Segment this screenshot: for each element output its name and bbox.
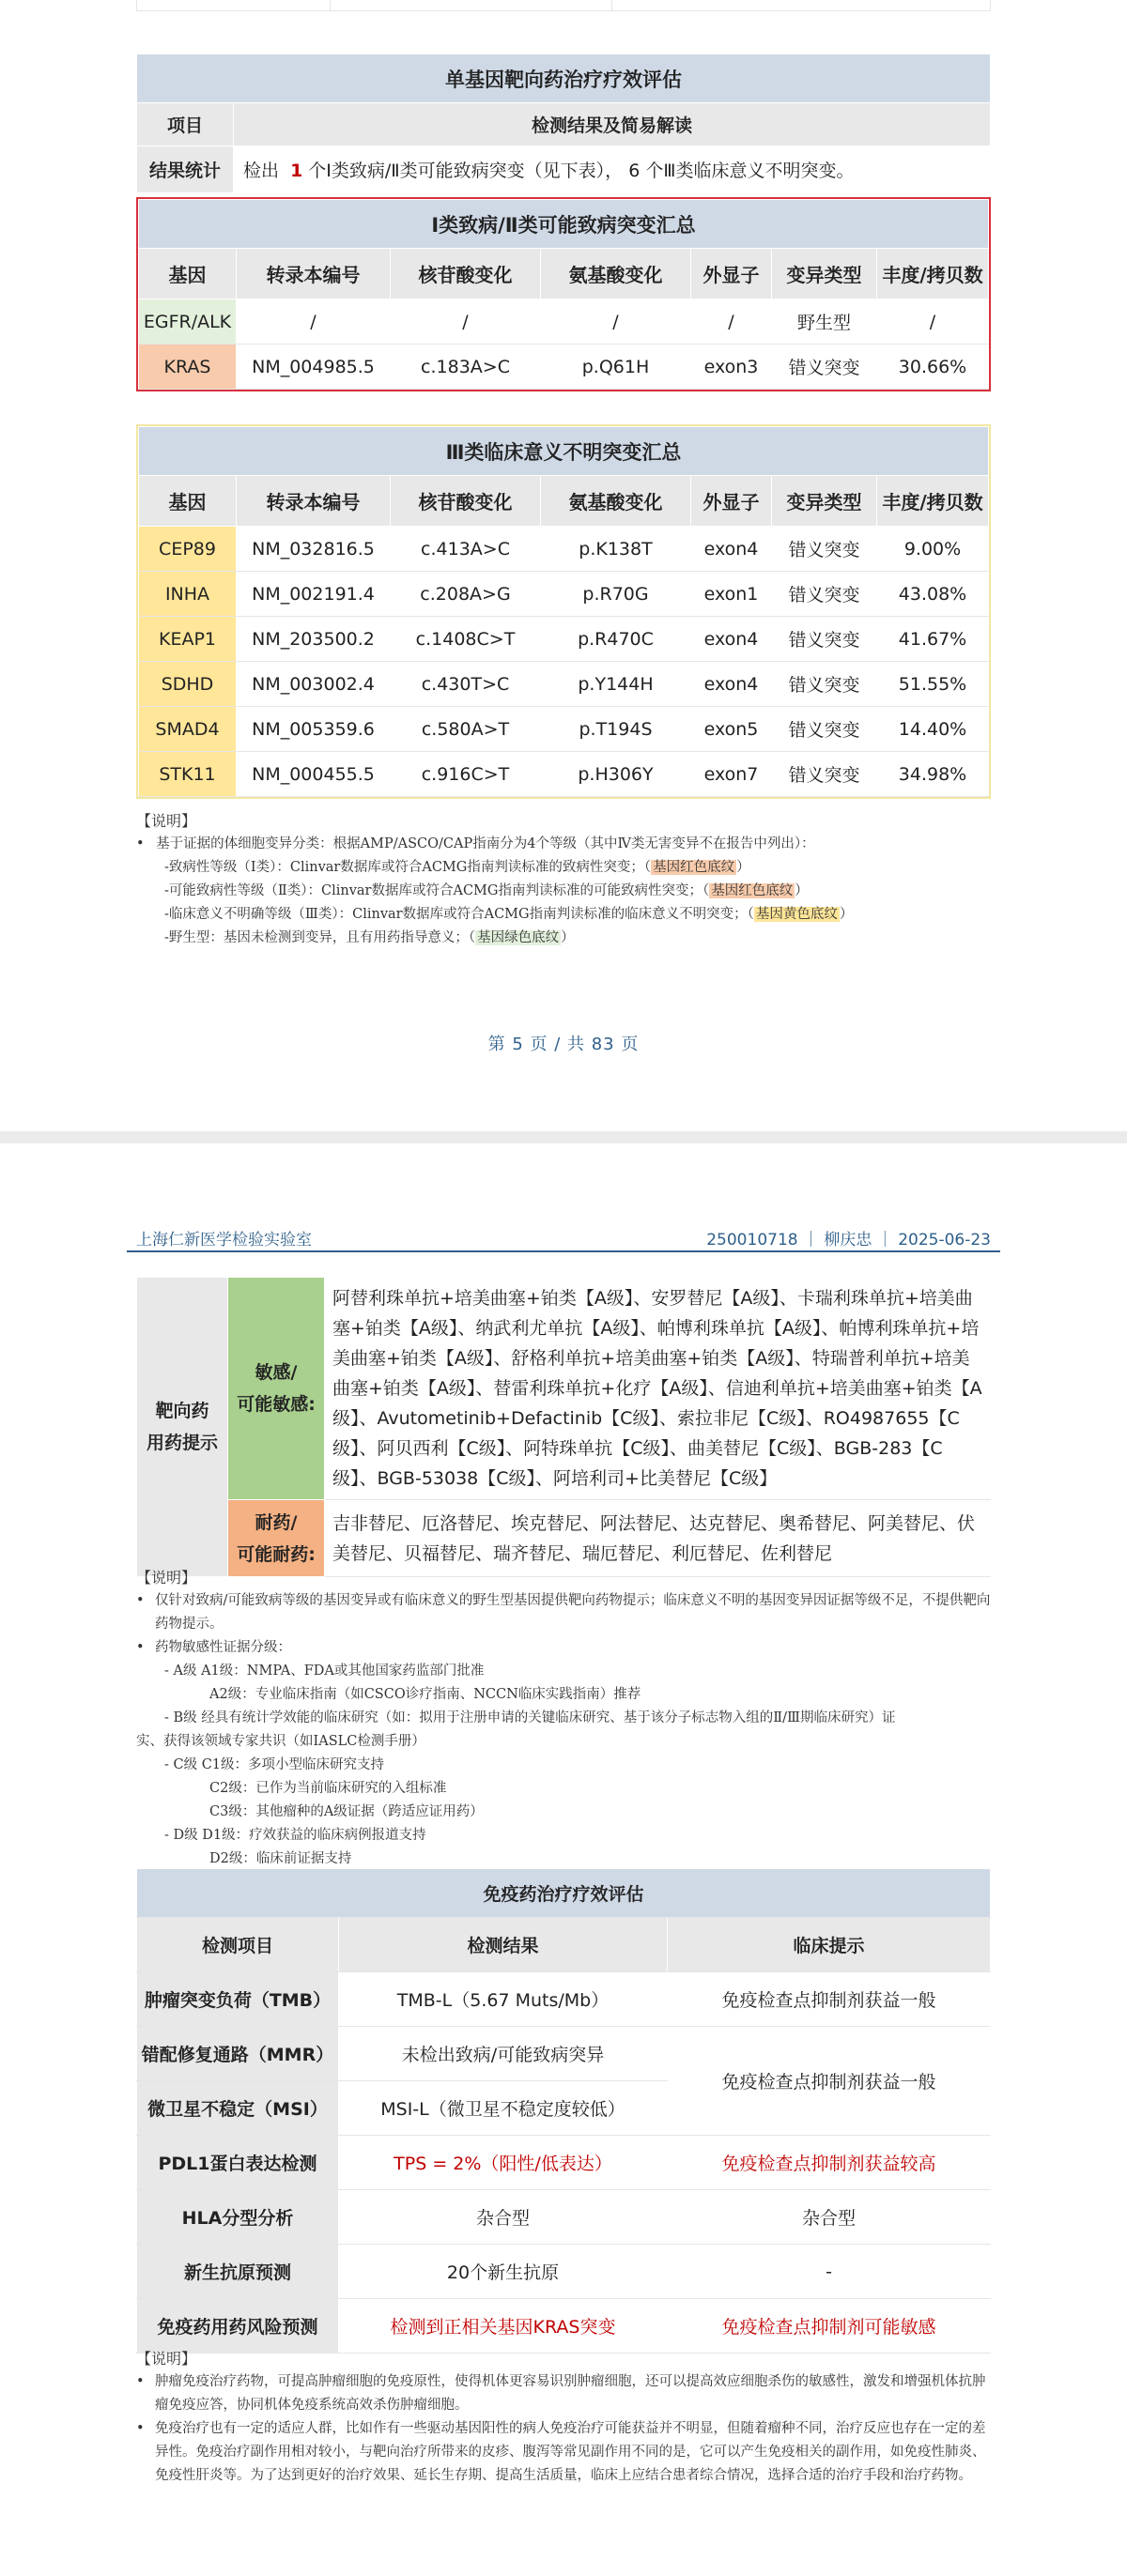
aminoacid-cell: p.T194S xyxy=(541,707,691,752)
exon-cell: exon5 xyxy=(691,707,772,752)
table-row xyxy=(137,2136,991,2190)
nucleotide-cell: c.430T>C xyxy=(391,662,541,707)
note-bullet: • 药物敏感性证据分级： xyxy=(136,1640,291,1655)
legend-yellow-tag: 基因黄色底纹 xyxy=(755,907,838,922)
note-heading: 【说明】 xyxy=(136,812,197,830)
aminoacid-cell: p.K138T xyxy=(541,527,691,572)
transcript-cell: NM_000455.5 xyxy=(237,752,391,797)
note-bullet: • 仅针对致病/可能致病等级的基因变异或有临床意义的野生型基因提供靶向药物提示；临床意义不明的基因变异因证据等级不足，不提供靶向药物提示。 xyxy=(136,1593,991,1632)
col-result: 检测结果 xyxy=(339,1918,668,1972)
col-type: 变异类型 xyxy=(772,249,877,299)
exon-cell: exon3 xyxy=(691,345,772,390)
nucleotide-cell: c.916C>T xyxy=(391,752,541,797)
nucleotide-cell: c.1408C>T xyxy=(391,617,541,662)
transcript-cell: NM_003002.4 xyxy=(237,662,391,707)
note-line-class2 xyxy=(136,880,991,903)
nucleotide-cell: c.183A>C xyxy=(391,345,541,390)
note-bullet-text: 仅针对致病/可能致病等级的基因变异或有临床意义的野生型基因提供靶向药物提示；临床意义不明的基因变异因证据等级不足，不提供靶向药物提示。 xyxy=(155,1593,991,1632)
evidence-d2: D2级：临床前证据支持 xyxy=(209,1851,352,1866)
evidence-b-cont: 实、获得该领域专家共识（如IASLC检测手册） xyxy=(136,1734,425,1749)
msi-label: 微卫星不稳定（MSI） xyxy=(137,2081,339,2136)
note-bullet-text: 肿瘤免疫治疗药物，可提高肿瘤细胞的免疫原性，使得机体更容易识别肿瘤细胞，还可以提高效应细胞杀伤的敏感性，激发和增强机体抗肿瘤免疫应答，协同机体免疫系统高效杀伤肿瘤细胞。 xyxy=(155,2374,986,2413)
col-abundance: 丰度/拷贝数 xyxy=(877,476,989,527)
resistant-drugs: 吉非替尼、厄洛替尼、埃克替尼、阿法替尼、达克替尼、奥希替尼、阿美替尼、伏美替尼、贝福替尼、瑞齐替尼、瑞厄替尼、利厄替尼、佐利替尼 xyxy=(325,1500,991,1577)
table-row xyxy=(139,299,989,345)
stat-count-class3: 6 xyxy=(628,161,641,181)
gene-cell: STK11 xyxy=(139,752,237,797)
gene-cell: SDHD xyxy=(139,662,237,707)
gene-cell: SMAD4 xyxy=(139,707,237,752)
note-text: -可能致病性等级（Ⅱ类）：Clinvar数据库或符合ACMG指南判读标准的可能致病性突变； xyxy=(164,883,702,898)
col-exon: 外显子 xyxy=(691,249,772,299)
drug-hint-section xyxy=(136,1277,991,1577)
exon-cell: exon1 xyxy=(691,572,772,617)
col-aminoacid: 氨基酸变化 xyxy=(541,249,691,299)
page-header xyxy=(127,1224,1000,1252)
neoantigen-hint: - xyxy=(668,2245,991,2299)
note-bullet: • 基于证据的体细胞变异分类：根据AMP/ASCO/CAP指南分为4个等级（其中Ⅳ类无害变异不在报告中列出）： xyxy=(136,836,815,851)
paren: （ xyxy=(468,930,476,945)
type-cell: 错义突变 xyxy=(772,662,877,707)
paren: （ xyxy=(702,883,710,898)
hla-label: HLA分型分析 xyxy=(137,2190,339,2245)
type-cell: 错义突变 xyxy=(772,345,877,390)
previous-table-remnant xyxy=(136,0,991,11)
exon-cell: exon4 xyxy=(691,617,772,662)
abundance-cell: / xyxy=(877,299,989,345)
table-row xyxy=(137,1972,991,2027)
gene-cell: KEAP1 xyxy=(139,617,237,662)
abundance-cell: 9.00% xyxy=(877,527,989,572)
col-transcript: 转录本编号 xyxy=(237,249,391,299)
col-nucleotide: 核苷酸变化 xyxy=(391,476,541,527)
type-cell: 错义突变 xyxy=(772,752,877,797)
table-row xyxy=(139,345,989,390)
pdl1-label: PDL1蛋白表达检测 xyxy=(137,2136,339,2190)
aminoacid-cell: p.R470C xyxy=(541,617,691,662)
evidence-c2: C2级：已作为当前临床研究的入组标准 xyxy=(209,1781,447,1796)
paren: ） xyxy=(839,907,854,922)
sensitive-drugs: 阿替利珠单抗+培美曲塞+铂类【A级】、安罗替尼【A级】、卡瑞利珠单抗+培美曲塞+铂类【A级】、纳武利尤单抗【A级】、帕博利珠单抗【A级】、帕博利珠单抗+培美曲塞+铂类【A级】、舒格利单抗+培美曲塞+铂类【A级】、特瑞普利单抗+培美曲塞+铂类【A级】、替雷利珠单抗+化疗【A级】、信迪利单抗+培美曲塞+铂类【A级】、Avutometinib+Defactinib【C级】、索拉非尼【C级】、RO4987655【C级】、阿贝西利【C级】、阿特珠单抗【C级】、曲美替尼【C级】、BGB-283【C级】、BGB-53038【C级】、阿培利司+比美替尼【C级】 xyxy=(325,1278,991,1500)
pdl1-result: TPS = 2%（阳性/低表达） xyxy=(339,2136,668,2190)
note-line-class1 xyxy=(136,856,991,880)
evidence-d1: - D级 D1级：疗效获益的临床病例报道支持 xyxy=(164,1828,426,1843)
page-separator xyxy=(0,1131,1127,1143)
abundance-cell: 14.40% xyxy=(877,707,989,752)
mmr-msi-hint: 免疫检查点抑制剂获益一般 xyxy=(668,2027,991,2136)
risk-hint: 免疫检查点抑制剂可能敏感 xyxy=(668,2299,991,2354)
col-aminoacid: 氨基酸变化 xyxy=(541,476,691,527)
note-bullet-text: 药物敏感性证据分级： xyxy=(155,1640,291,1655)
transcript-cell: NM_203500.2 xyxy=(237,617,391,662)
type-cell: 错义突变 xyxy=(772,572,877,617)
sens-line2: 可能敏感: xyxy=(237,1394,316,1415)
drug-label-line1: 靶向药 xyxy=(155,1401,209,1421)
legend-red-tag: 基因红色底纹 xyxy=(711,883,794,898)
gene-cell: KRAS xyxy=(139,345,237,390)
note-bullet-text: 免疫治疗也有一定的适应人群，比如作有一些驱动基因阳性的病人免疫治疗可能获益并不明显，但随着瘤种不同，治疗反应也存在一定的差异性。免疫治疗副作用相对较小，与靶向治疗所带来的皮疹、腹泻等常见副作用不同的是，它可以产生免疫相关的副作用，如免疫性肺炎、免疫性肝炎等。为了达到更好的治疗效果、延长生存期、提高生活质量，临床上应结合患者综合情况，选择合适的治疗手段和治疗药物。 xyxy=(155,2421,986,2483)
paren: ） xyxy=(736,860,750,875)
abundance-cell: 34.98% xyxy=(877,752,989,797)
immune-section xyxy=(136,1868,991,2354)
note-line-wildtype xyxy=(136,927,991,950)
pdl1-hint: 免疫检查点抑制剂获益较高 xyxy=(668,2136,991,2190)
abundance-cell: 41.67% xyxy=(877,617,989,662)
sens-line1: 敏感/ xyxy=(255,1362,298,1383)
drug-label-line2: 用药提示 xyxy=(146,1433,218,1453)
exon-cell: / xyxy=(691,299,772,345)
immune-table xyxy=(136,1868,991,2354)
col-transcript: 转录本编号 xyxy=(237,476,391,527)
col-item: 项目 xyxy=(137,103,234,146)
nucleotide-cell: / xyxy=(391,299,541,345)
sensitive-label xyxy=(228,1278,325,1500)
col-type: 变异类型 xyxy=(772,476,877,527)
exon-cell: exon4 xyxy=(691,527,772,572)
note-immunotherapy xyxy=(136,2347,991,2488)
hla-result: 杂合型 xyxy=(339,2190,668,2245)
type-cell: 错义突变 xyxy=(772,527,877,572)
table-row xyxy=(139,527,989,572)
type-cell: 野生型 xyxy=(772,299,877,345)
abundance-cell: 51.55% xyxy=(877,662,989,707)
neoantigen-label: 新生抗原预测 xyxy=(137,2245,339,2299)
note-classification xyxy=(136,809,991,950)
class3-table xyxy=(138,426,989,797)
tmb-result: TMB-L（5.67 Muts/Mb） xyxy=(339,1972,668,2027)
transcript-cell: NM_004985.5 xyxy=(237,345,391,390)
single-gene-section xyxy=(136,54,991,193)
single-gene-table xyxy=(136,54,991,193)
paren: ） xyxy=(561,930,575,945)
abundance-cell: 30.66% xyxy=(877,345,989,390)
col-result: 检测结果及简易解读 xyxy=(234,103,991,146)
stat-suffix: 个Ⅲ类临床意义不明突变。 xyxy=(645,161,855,181)
aminoacid-cell: p.Y144H xyxy=(541,662,691,707)
class3-title: Ⅲ类临床意义不明突变汇总 xyxy=(139,427,989,476)
res-line2: 可能耐药: xyxy=(237,1543,316,1565)
class12-table xyxy=(138,199,989,390)
col-exon: 外显子 xyxy=(691,476,772,527)
drug-hint-table xyxy=(136,1277,991,1577)
transcript-cell: NM_005359.6 xyxy=(237,707,391,752)
report-page-5 xyxy=(0,0,1127,1131)
evidence-c1: - C级 C1级：多项小型临床研究支持 xyxy=(164,1757,385,1772)
tmb-label: 肿瘤突变负荷（TMB） xyxy=(137,1972,339,2027)
paren: （ xyxy=(643,860,652,875)
exon-cell: exon7 xyxy=(691,752,772,797)
note-bullet: • 肿瘤免疫治疗药物，可提高肿瘤细胞的免疫原性，使得机体更容易识别肿瘤细胞，还可以提高效应细胞杀伤的敏感性，激发和增强机体抗肿瘤免疫应答，协同机体免疫系统高效杀伤肿瘤细胞。 xyxy=(136,2374,986,2413)
note-text: -野生型：基因未检测到变异，且有用药指导意义； xyxy=(164,930,469,945)
stat-prefix: 检出 xyxy=(243,161,280,181)
mmr-result: 未检出致病/可能致病突异 xyxy=(339,2027,668,2081)
stat-label: 结果统计 xyxy=(137,146,234,193)
aminoacid-cell: / xyxy=(541,299,691,345)
class3-section xyxy=(136,424,991,799)
legend-red-tag: 基因红色底纹 xyxy=(653,860,735,875)
paren: ） xyxy=(795,883,809,898)
single-gene-title: 单基因靶向药治疗疗效评估 xyxy=(137,54,991,103)
col-hint: 临床提示 xyxy=(668,1918,991,1972)
drug-hint-label xyxy=(137,1278,228,1577)
note-text: -致病性等级（Ⅰ类）：Clinvar数据库或符合ACMG指南判读标准的致病性突变； xyxy=(164,860,644,875)
report-page-6 xyxy=(0,1143,1127,2576)
note-heading: 【说明】 xyxy=(136,2350,197,2368)
page-number: 第 5 页 / 共 83 页 xyxy=(487,1035,640,1054)
aminoacid-cell: p.Q61H xyxy=(541,345,691,390)
note-line-class3 xyxy=(136,903,991,927)
note-heading: 【说明】 xyxy=(136,1569,197,1587)
note-text: -临床意义不明确等级（Ⅲ类）：Clinvar数据库或符合ACMG指南判读标准的临床意义不明突变； xyxy=(164,907,748,922)
gene-cell: EGFR/ALK xyxy=(139,299,237,345)
tmb-hint: 免疫检查点抑制剂获益一般 xyxy=(668,1972,991,2027)
note-bullet-text: 基于证据的体细胞变异分类：根据AMP/ASCO/CAP指南分为4个等级（其中Ⅳ类无害变异不在报告中列出）： xyxy=(156,836,815,851)
table-row xyxy=(139,617,989,662)
nucleotide-cell: c.413A>C xyxy=(391,527,541,572)
immune-title: 免疫药治疗疗效评估 xyxy=(137,1869,991,1918)
nucleotide-cell: c.580A>T xyxy=(391,707,541,752)
transcript-cell: / xyxy=(237,299,391,345)
transcript-cell: NM_002191.4 xyxy=(237,572,391,617)
abundance-cell: 43.08% xyxy=(877,572,989,617)
col-item: 检测项目 xyxy=(137,1918,339,1972)
aminoacid-cell: p.H306Y xyxy=(541,752,691,797)
table-row xyxy=(139,752,989,797)
stat-value xyxy=(234,146,991,193)
stat-mid: 个Ⅰ类致病/Ⅱ类可能致病突变（见下表）， xyxy=(308,161,624,181)
type-cell: 错义突变 xyxy=(772,707,877,752)
col-gene: 基因 xyxy=(139,249,237,299)
nucleotide-cell: c.208A>G xyxy=(391,572,541,617)
col-abundance: 丰度/拷贝数 xyxy=(877,249,989,299)
table-row xyxy=(137,2027,991,2081)
type-cell: 错义突变 xyxy=(772,617,877,662)
note-bullet: • 免疫治疗也有一定的适应人群，比如作有一些驱动基因阳性的病人免疫治疗可能获益并不明显，但随着瘤种不同，治疗反应也存在一定的差异性。免疫治疗副作用相对较小，与靶向治疗所带来的皮疹、腹泻等常见副作用不同的是，它可以产生免疫相关的副作用，如免疫性肺炎、免疫性肝炎等。为了达到更好的治疗效果、延长生存期、提高生活质量，临床上应结合患者综合情况，选择合适的治疗手段和治疗药物。 xyxy=(136,2421,986,2483)
class12-section xyxy=(136,197,991,391)
paren: （ xyxy=(747,907,754,922)
risk-result: 检测到正相关基因KRAS突变 xyxy=(339,2299,668,2354)
gene-cell: INHA xyxy=(139,572,237,617)
lab-name: 上海仁新医学检验实验室 xyxy=(136,1231,312,1250)
col-gene: 基因 xyxy=(139,476,237,527)
res-line1: 耐药/ xyxy=(255,1511,298,1533)
table-row xyxy=(137,2190,991,2245)
evidence-a2: A2级：专业临床指南（如CSCO诊疗指南、NCCN临床实践指南）推荐 xyxy=(209,1687,641,1702)
stat-count-class12: 1 xyxy=(290,161,303,181)
header-meta: 250010718 ｜ 柳庆忠 ｜ 2025-06-23 xyxy=(706,1231,991,1250)
risk-label: 免疫药用药风险预测 xyxy=(137,2299,339,2354)
mmr-label: 错配修复通路（MMR） xyxy=(137,2027,339,2081)
gene-cell: CEP89 xyxy=(139,527,237,572)
table-row xyxy=(139,662,989,707)
col-nucleotide: 核苷酸变化 xyxy=(391,249,541,299)
legend-green-tag: 基因绿色底纹 xyxy=(477,930,560,945)
msi-result: MSI-L（微卫星不稳定度较低） xyxy=(339,2081,668,2136)
evidence-b: - B级 经具有统计学效能的临床研究（如：拟用于注册申请的关键临床研究、基于该分子标志物入组的Ⅱ/Ⅲ期临床研究）证 xyxy=(164,1710,896,1725)
hla-hint: 杂合型 xyxy=(668,2190,991,2245)
evidence-c3: C3级：其他瘤种的A级证据（跨适应证用药） xyxy=(209,1804,484,1819)
evidence-a1: - A级 A1级：NMPA、FDA或其他国家药监部门批准 xyxy=(164,1664,485,1679)
table-row xyxy=(137,2245,991,2299)
note-evidence xyxy=(136,1566,991,1871)
exon-cell: exon4 xyxy=(691,662,772,707)
neoantigen-result: 20个新生抗原 xyxy=(339,2245,668,2299)
transcript-cell: NM_032816.5 xyxy=(237,527,391,572)
table-row xyxy=(139,572,989,617)
aminoacid-cell: p.R70G xyxy=(541,572,691,617)
table-row xyxy=(139,707,989,752)
class12-title: Ⅰ类致病/Ⅱ类可能致病突变汇总 xyxy=(139,200,989,249)
table-row xyxy=(137,2299,991,2354)
